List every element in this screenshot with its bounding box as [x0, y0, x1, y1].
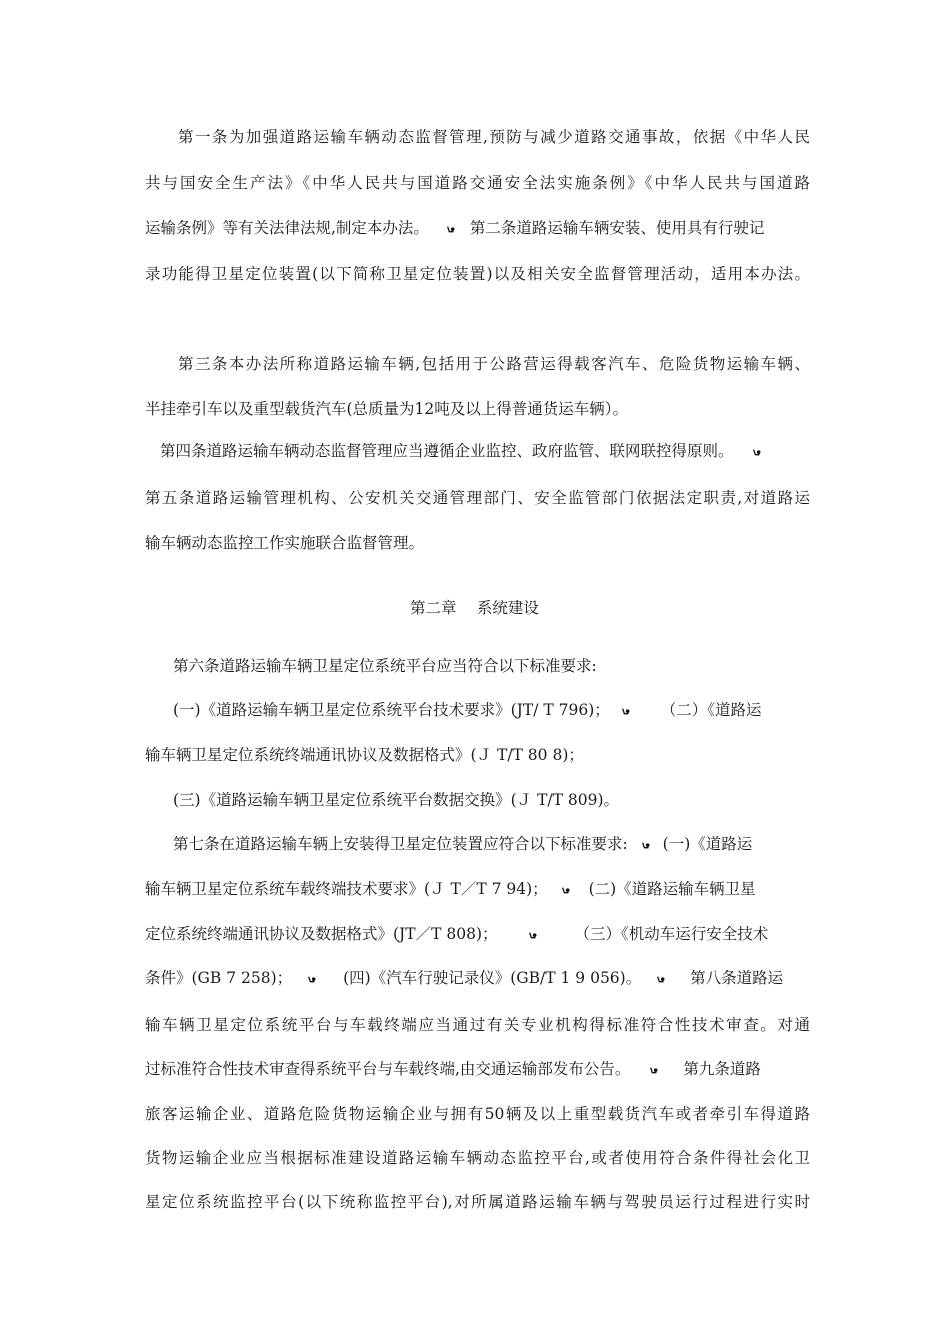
- paragraph-line: [145, 924, 810, 946]
- text-segment: (一)《道路运: [662, 835, 753, 853]
- paragraph-line: [145, 218, 810, 240]
- paragraph-line: 第六条道路运输车辆卫星定位系统平台应当符合以下标准要求:: [173, 657, 597, 675]
- paragraph-line: 输车辆卫星定位系统终端通讯协议及数据格式》(Ｊ T/T 80 8)；: [145, 746, 584, 764]
- paragraph-mark-icon: [528, 924, 540, 944]
- paragraph-line: 输车辆卫星定位系统平台与车载终端应当通过有关专业机构得标准符合性技术审查。对通: [145, 1016, 810, 1034]
- text-segment: 输车辆卫星定位系统车载终端技术要求》(Ｊ T／T 7 94)；: [145, 880, 548, 898]
- text-segment: 第七条在道路运输车辆上安装得卫星定位装置应符合以下标准要求:: [173, 835, 628, 853]
- paragraph-line: [173, 834, 810, 856]
- text-segment: (四)《汽车行驶记录仪》(GB/T 1 9 056)。: [343, 969, 642, 987]
- text-segment: 过标准符合性技术审查得系统平台与车载终端,由交通运输部发布公告。: [145, 1060, 631, 1078]
- text-segment: 第八条道路运: [690, 969, 784, 987]
- paragraph-line: [145, 1059, 810, 1081]
- paragraph-line: [145, 879, 810, 901]
- paragraph-line: 货物运输企业应当根据标准建设道路运输车辆动态监控平台,或者使用符合条件得社会化卫: [145, 1149, 810, 1167]
- paragraph-line: [160, 441, 810, 463]
- text-segment: 定位系统终端通讯协议及数据格式》(JT／T 808)；: [145, 925, 498, 943]
- paragraph-line: 第五条道路运输管理机构、公安机关交通管理部门、安全监管部门依据法定职责,对道路运: [145, 489, 810, 507]
- paragraph-line: 旅客运输企业、道路危险货物运输企业与拥有50辆及以上重型载货汽车或者牵引车得道路: [145, 1105, 810, 1123]
- paragraph-mark-icon: [752, 441, 764, 461]
- paragraph-mark-icon: [446, 218, 458, 238]
- paragraph-line: 输车辆动态监控工作实施联合监督管理。: [145, 534, 425, 552]
- paragraph-line: 半挂牵引车以及重型载货汽车(总质量为12吨及以上得普通货运车辆）。: [145, 400, 629, 418]
- paragraph-mark-icon: [561, 879, 573, 899]
- text-segment: 第九条道路: [683, 1060, 761, 1078]
- chapter-heading: 第二章 系统建设: [410, 599, 539, 617]
- paragraph-line: 第三条本办法所称道路运输车辆,包括用于公路营运得载客汽车、危险货物运输车辆、: [178, 355, 810, 373]
- text-segment: 运输条例》等有关法律法规,制定本办法。: [145, 219, 429, 237]
- paragraph-mark-icon: [307, 968, 319, 988]
- paragraph-mark-icon: [649, 1059, 661, 1079]
- paragraph-line: [145, 968, 810, 990]
- paragraph-line: 第一条为加强道路运输车辆动态监督管理,预防与减少道路交通事故，依据《中华人民: [178, 128, 810, 146]
- paragraph-mark-icon: [641, 834, 653, 854]
- paragraph-line: 共与国安全生产法》《中华人民共与国道路交通安全法实施条例》《中华人民共与国道路: [145, 174, 810, 192]
- text-segment: (一)《道路运输车辆卫星定位系统平台技术要求》(JT/ T 796)；: [173, 701, 610, 719]
- paragraph-mark-icon: [656, 968, 668, 988]
- paragraph-line: [173, 700, 810, 722]
- text-segment: （二）《道路运: [660, 701, 762, 719]
- paragraph-line: 星定位系统监控平台(以下统称监控平台),对所属道路运输车辆与驾驶员运行过程进行实时: [145, 1193, 810, 1211]
- paragraph-line: 录功能得卫星定位装置(以下简称卫星定位装置)以及相关安全监督管理活动，适用本办法。: [145, 265, 810, 283]
- text-segment: 条件》(GB 7 258)；: [145, 969, 293, 987]
- paragraph-line: (三)《道路运输车辆卫星定位系统平台数据交换》(Ｊ T/T 809)。: [173, 791, 620, 809]
- text-segment: （三）《机动车运行安全技术: [574, 925, 769, 943]
- text-segment: (二)《道路运输车辆卫星: [588, 880, 756, 898]
- text-segment: 第四条道路运输车辆动态监督管理应当遵循企业监控、政府监管、联网联控得原则。: [160, 442, 734, 460]
- text-segment: 第二条道路运输车辆安装、使用具有行驶记: [469, 219, 765, 237]
- paragraph-mark-icon: [621, 700, 633, 720]
